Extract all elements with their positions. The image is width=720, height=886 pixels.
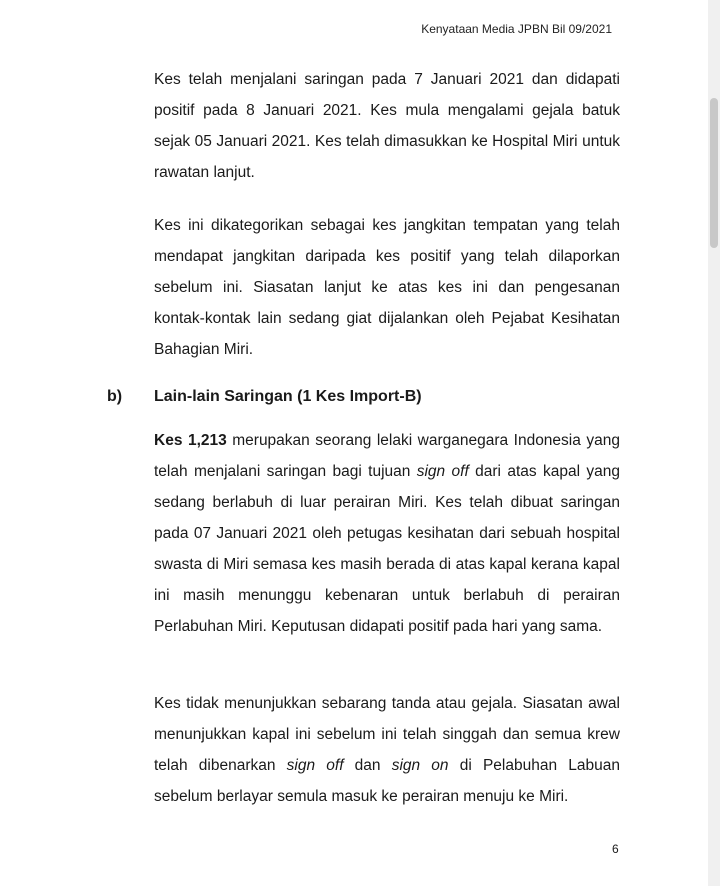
section-label: b) xyxy=(107,388,123,405)
section-title: Lain-lain Saringan (1 Kes Import-B) xyxy=(154,388,422,405)
paragraph-case-1213 xyxy=(154,425,620,642)
section-heading-b xyxy=(107,388,422,406)
paragraph-case-symptoms xyxy=(154,688,620,812)
vertical-scrollbar[interactable] xyxy=(708,0,720,886)
text-run: di Pelabuhan Labuan sebelum berlayar semula masuk ke perairan menuju ke Miri. xyxy=(154,757,620,805)
text-run: dari atas kapal yang sedang berlabuh di luar perairan Miri. Kes telah dibuat saringan pada 07 Januari 2021 oleh petugas kesihatan dari sebuah hospital swasta di Miri semasa kes masih berada di atas kapal kerana kapal ini masih menunggu kebenaran untuk berlabuh di perairan Perlabuhan Miri. Keputusan didapati positif pada hari yang sama. xyxy=(154,463,620,635)
italic-term: sign off xyxy=(286,757,344,774)
italic-term: sign on xyxy=(391,757,449,774)
paragraph-case-details: Kes telah menjalani saringan pada 7 Januari 2021 dan didapati positif pada 8 Januari 2021. Kes mula mengalami gejala batuk sejak 05 Januari 2021. Kes telah dimasukkan ke Hospital Miri untuk rawatan lanjut. xyxy=(154,71,620,181)
paragraph-case-category: Kes ini dikategorikan sebagai kes jangkitan tempatan yang telah mendapat jangkitan daripada kes positif yang telah dilaporkan sebelum ini. Siasatan lanjut ke atas kes ini dan pengesanan kontak-kontak lain sedang giat dijalankan oleh Pejabat Kesihatan Bahagian Miri. xyxy=(154,217,620,358)
document-header: Kenyataan Media JPBN Bil 09/2021 xyxy=(421,22,612,36)
case-number: Kes 1,213 xyxy=(154,432,227,449)
text-run: Kes tidak menunjukkan sebarang tanda atau gejala. Siasatan awal menunjukkan kapal ini sebelum ini telah singgah dan semua krew telah dibenarkan xyxy=(154,695,620,774)
italic-term: sign off xyxy=(416,463,469,480)
page-number: 6 xyxy=(612,842,619,856)
scrollbar-thumb[interactable] xyxy=(710,98,718,248)
text-run: dan xyxy=(343,757,392,774)
text-run: merupakan seorang lelaki warganegara Indonesia yang telah menjalani saringan bagi tujuan xyxy=(154,432,620,480)
